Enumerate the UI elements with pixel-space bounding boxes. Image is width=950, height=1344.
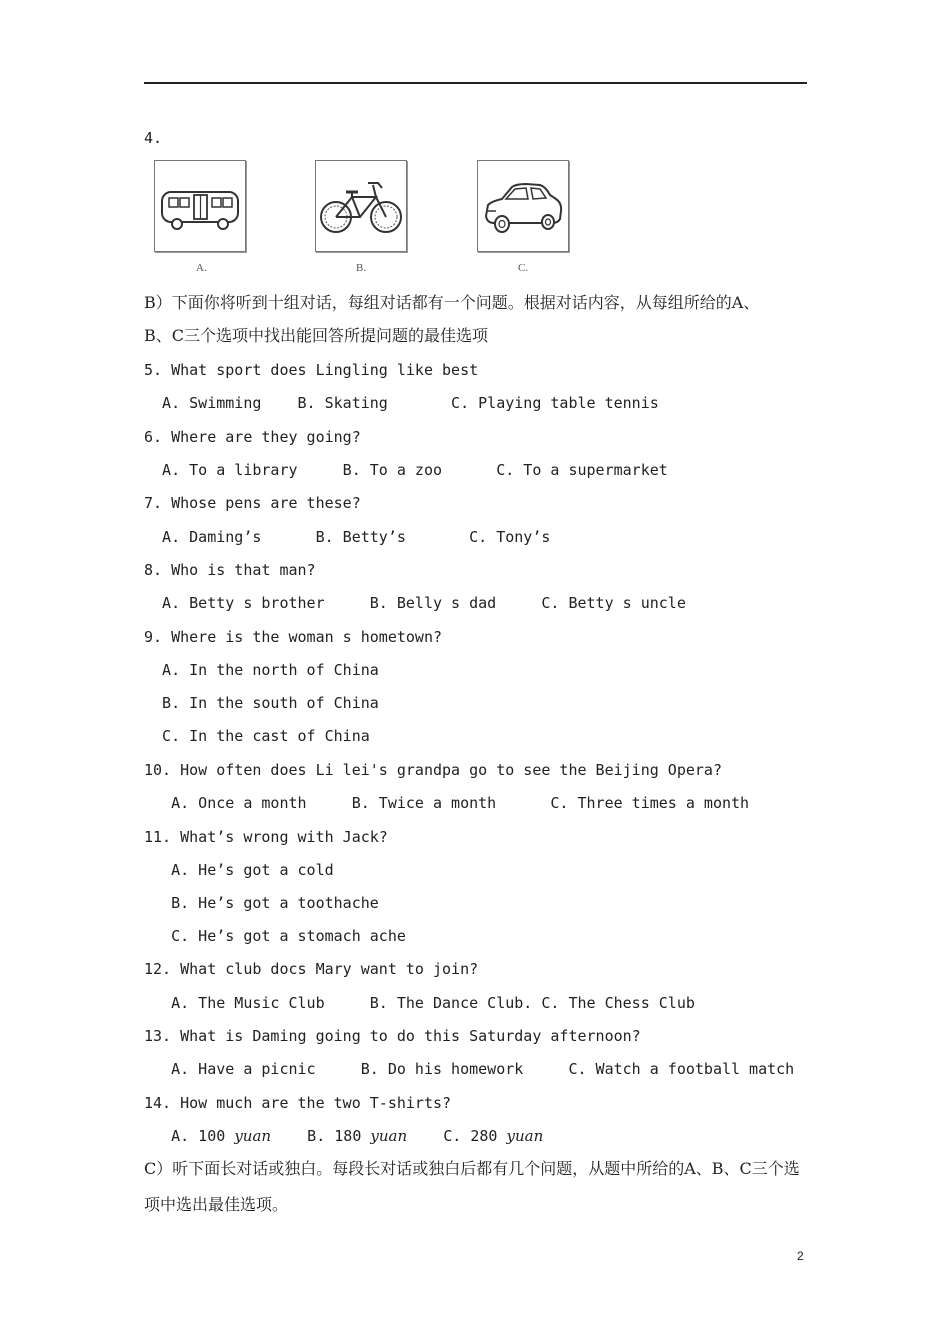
question-11-option-c: C. He’s got a stomach ache (144, 927, 406, 945)
section-b-instruction-line1: B）下面你将听到十组对话，每组对话都有一个问题。根据对话内容，从每组所给的A、 (144, 293, 760, 312)
question-9-option-c: C. In the cast of China (144, 727, 370, 745)
question-11-option-a: A. He’s got a cold (144, 861, 334, 879)
question-6-options: A. To a library B. To a zoo C. To a supermarket (144, 461, 668, 479)
question-5: 5. What sport does Lingling like best (144, 361, 479, 379)
q14-option-b-unit: yuan (370, 1127, 408, 1145)
picture-a-label: A. (196, 262, 207, 274)
question-7: 7. Whose pens are these? (144, 494, 361, 512)
question-7-options: A. Daming’s B. Betty’s C. Tony’s (144, 528, 551, 546)
question-10: 10. How often does Li lei's grandpa go to see the Beijing Opera? (144, 761, 722, 779)
question-14: 14. How much are the two T-shirts? (144, 1094, 452, 1112)
q14-option-a-unit: yuan (234, 1127, 272, 1145)
picture-b (315, 160, 407, 252)
bus-icon (155, 161, 245, 251)
q14-option-c: C. 280 (407, 1127, 507, 1145)
page-number: 2 (797, 1249, 804, 1263)
question-8-options: A. Betty s brother B. Belly s dad C. Betty s uncle (144, 594, 686, 612)
q14-option-c-unit: yuan (506, 1127, 544, 1145)
header-rule (144, 82, 807, 84)
section-c-instruction-line2: 项中选出最佳选项。 (144, 1195, 289, 1214)
question-11-option-b: B. He’s got a toothache (144, 894, 379, 912)
q14-option-b: B. 180 (271, 1127, 371, 1145)
picture-c-label: C. (518, 262, 529, 274)
question-6: 6. Where are they going? (144, 428, 361, 446)
section-c-instruction-line1: C）听下面长对话或独白。每段长对话或独白后都有几个问题，从题中所给的A、B、C三个选 (144, 1159, 800, 1178)
question-5-options: A. Swimming B. Skating C. Playing table tennis (144, 394, 659, 412)
picture-b-label: B. (356, 262, 367, 274)
question-10-options: A. Once a month B. Twice a month C. Three times a month (144, 794, 750, 812)
question-11: 11. What’s wrong with Jack? (144, 828, 388, 846)
question-12-options: A. The Music Club B. The Dance Club. C. The Chess Club (144, 994, 695, 1012)
bicycle-icon (316, 161, 406, 251)
question-9: 9. Where is the woman s hometown? (144, 628, 443, 646)
question-12: 12. What club docs Mary want to join? (144, 960, 479, 978)
question-14-options (144, 1127, 543, 1145)
question-9-option-a: A. In the north of China (144, 661, 379, 679)
question-4-number: 4. (144, 129, 163, 147)
car-icon (478, 161, 568, 251)
picture-a (154, 160, 246, 252)
picture-c (477, 160, 569, 252)
question-13: 13. What is Daming going to do this Saturday afternoon? (144, 1027, 641, 1045)
q14-option-a: A. 100 (144, 1127, 235, 1145)
question-13-options: A. Have a picnic B. Do his homework C. Watch a football match (144, 1060, 795, 1078)
section-b-instruction-line2: B、C三个选项中找出能回答所提问题的最佳选项 (144, 326, 489, 345)
question-8: 8. Who is that man? (144, 561, 316, 579)
question-9-option-b: B. In the south of China (144, 694, 379, 712)
